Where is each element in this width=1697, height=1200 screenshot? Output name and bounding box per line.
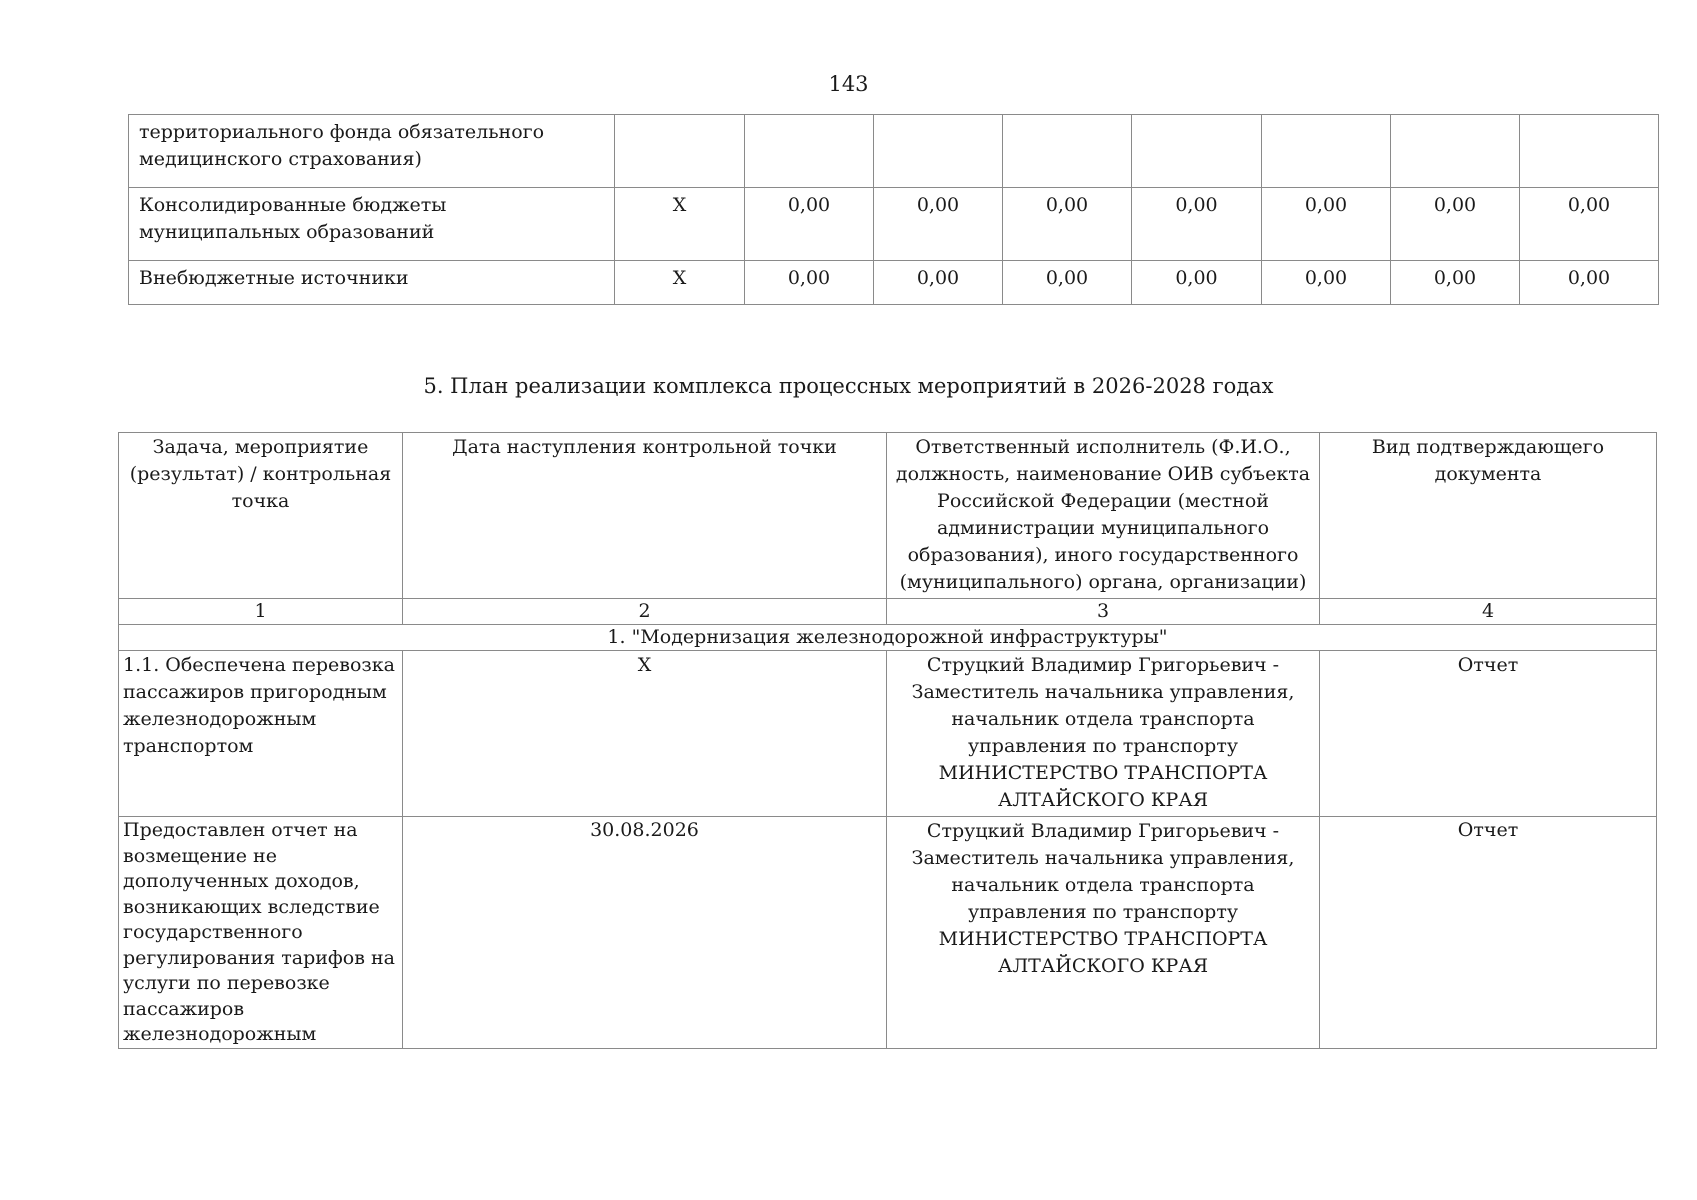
table-cell: 0,00 (745, 261, 874, 305)
table-cell (1262, 115, 1391, 188)
row-label: Консолидированные бюджеты муниципальных образований (129, 188, 615, 261)
document-cell: Отчет (1320, 651, 1657, 817)
executor-name: Струцкий Владимир Григорьевич - Заместитель начальника управления, начальник отдела транспорта управления по транспорту (911, 654, 1295, 757)
table-cell (874, 115, 1003, 188)
table-cell: 0,00 (1003, 261, 1132, 305)
table-cell (615, 115, 745, 188)
executor-organization: МИНИСТЕРСТВО ТРАНСПОРТА АЛТАЙСКОГО КРАЯ (938, 928, 1268, 977)
table-row (119, 817, 1657, 1049)
table-cell: 0,00 (1391, 261, 1520, 305)
table-cell: 0,00 (1262, 261, 1391, 305)
column-header: Ответственный исполнитель (Ф.И.О., должность, наименование ОИВ субъекта Российской Федерации (местной администрации муниципального образования), иного государственного (муниципального) органа, организации) (887, 433, 1320, 599)
row-label: Внебюджетные источники (129, 261, 615, 305)
table-cell (1132, 115, 1262, 188)
executor-name: Струцкий Владимир Григорьевич - Заместитель начальника управления, начальник отдела транспорта управления по транспорту (911, 820, 1295, 923)
table-cell: X (615, 188, 745, 261)
table-row (129, 188, 1659, 261)
executor-organization: МИНИСТЕРСТВО ТРАНСПОРТА АЛТАЙСКОГО КРАЯ (938, 762, 1268, 811)
column-header: Вид подтверждающего документа (1320, 433, 1657, 599)
column-number: 3 (887, 599, 1320, 625)
executor-cell (887, 651, 1320, 817)
task-cell: 1.1. Обеспечена перевозка пассажиров пригородным железнодорожным транспортом (119, 651, 403, 817)
table-cell: 0,00 (1520, 188, 1659, 261)
column-number: 1 (119, 599, 403, 625)
table-cell (1003, 115, 1132, 188)
table-cell: 0,00 (1003, 188, 1132, 261)
task-cell: Предоставлен отчет на возмещение не дополученных доходов, возникающих вследствие государственного регулирования тарифов на услуги по перевозке пассажиров железнодорожным (119, 817, 403, 1049)
table-cell (1391, 115, 1520, 188)
table-cell: 0,00 (1132, 188, 1262, 261)
section-row-title: 1. "Модернизация железнодорожной инфраструктуры" (119, 625, 1657, 651)
date-cell: X (403, 651, 887, 817)
table-cell (1520, 115, 1659, 188)
table-cell: X (615, 261, 745, 305)
table-cell: 0,00 (874, 188, 1003, 261)
table-cell: 0,00 (874, 261, 1003, 305)
table-cell: 0,00 (745, 188, 874, 261)
executor-cell (887, 817, 1320, 1049)
row-label: территориального фонда обязательного медицинского страхования) (129, 115, 615, 188)
column-number: 2 (403, 599, 887, 625)
column-number: 4 (1320, 599, 1657, 625)
table-row (129, 115, 1659, 188)
page-number: 143 (828, 72, 869, 96)
column-header: Задача, мероприятие (результат) / контрольная точка (119, 433, 403, 599)
column-header: Дата наступления контрольной точки (403, 433, 887, 599)
table-cell: 0,00 (1262, 188, 1391, 261)
table-row (119, 651, 1657, 817)
plan-table (118, 432, 1657, 1049)
column-number-row (119, 599, 1657, 625)
section-row (119, 625, 1657, 651)
table-row (129, 261, 1659, 305)
section-title: 5. План реализации комплекса процессных мероприятий в 2026-2028 годах (423, 374, 1274, 398)
table-cell: 0,00 (1132, 261, 1262, 305)
document-cell: Отчет (1320, 817, 1657, 1049)
table-cell: 0,00 (1391, 188, 1520, 261)
table-cell: 0,00 (1520, 261, 1659, 305)
date-cell: 30.08.2026 (403, 817, 887, 1049)
table-cell (745, 115, 874, 188)
header-row (119, 433, 1657, 599)
funding-table (128, 114, 1659, 305)
